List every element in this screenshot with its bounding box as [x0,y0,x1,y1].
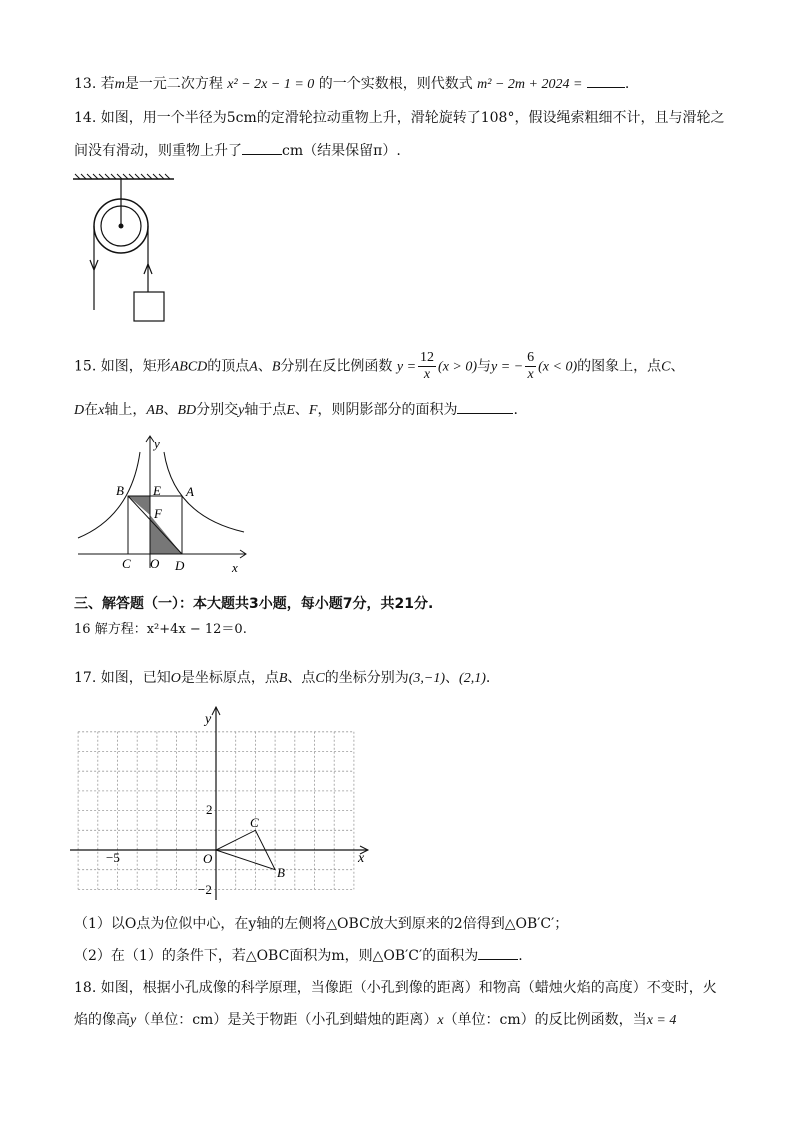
q15-end: . [513,402,518,418]
q17-part2-end: . [518,948,523,964]
q18-text: 焰的像高 [74,1012,130,1028]
ceiling [73,174,174,179]
q14-answer-blank[interactable] [242,140,282,155]
q13-text: 若 [100,76,115,92]
label-x: x [232,560,238,575]
q17-end: . [485,670,491,686]
q15-text: 的图象上，点 [577,358,662,375]
label-d: D [175,558,185,573]
q17-text: 是坐标原点，点 [180,670,279,686]
f2-fraction [525,350,536,383]
q14-line1 [74,108,724,128]
label-b: B [277,865,285,880]
q18-text: （单位：cm）的反比例函数，当 [443,1012,647,1028]
q15-text: ，则阴影部分的面积为 [317,402,458,418]
q15-bd: BD [177,403,197,418]
label-o: O [150,556,160,571]
q15-point-e: E [286,403,295,418]
q18-line1 [74,978,717,998]
q16-line [74,620,247,640]
hyperbola-left-branch [78,452,140,538]
q17-comma: 、 [445,670,460,686]
q15-sep: 、 [670,358,685,375]
q15-sep: 、 [163,402,178,418]
q15-sep: 、 [294,402,309,418]
q17-b: B [278,671,288,686]
q15-number: 15. [74,358,97,375]
q18-line2 [74,1010,676,1031]
q15-answer-blank[interactable] [457,399,513,414]
q15-text: 在 [84,402,99,418]
q13-text: 是一元二次方程 [124,76,223,92]
q15-x: x [98,403,105,418]
label-c: C [122,556,131,571]
q16-number: 16 [74,622,91,637]
coordinate-grid-figure [70,705,370,900]
hyperbola-right-branch [164,452,244,532]
f1-lhs: y = [396,359,417,375]
q15-text: 轴上， [104,402,147,418]
q13-number: 13. [74,76,97,92]
q14-text: 如图，用一个半径为5cm的定滑轮拉动重物上升，滑轮旋转了108°，假设绳索粗细不计，且与滑轮之 [100,110,725,126]
f1-fraction [418,350,436,383]
q15-rect-name: ABCD [170,359,208,375]
label-y: y [205,712,212,727]
f2-condition: (x < 0) [538,359,578,375]
q18-condition: x = 4 [646,1013,677,1028]
f2-lhs: y = − [491,359,524,375]
q17-part2 [74,945,523,966]
q17-text: 、点 [287,670,316,686]
q17-o: O [170,671,181,686]
q15-y: y [238,403,245,418]
q17-number: 17. [74,670,97,686]
weight-block [134,292,164,321]
q17-coord-b: (3,−1) [408,671,446,686]
q14-number: 14. [74,110,97,126]
q15-ab: AB [146,403,164,418]
f1-condition: (x > 0) [438,359,478,375]
label-o: O [203,851,213,866]
q15-text: 分别在反比例函数 [280,358,393,375]
f1-denominator: x [423,367,431,382]
q14-text: 间没有滑动，则重物上升了 [74,143,242,159]
q15-line2 [74,399,518,421]
q15-point-b: B [271,359,281,375]
label-c: C [250,815,259,830]
q15-text: 如图，矩形 [100,358,171,375]
q18-text: （单位：cm）是关于物距（小孔到蜡烛的距离） [136,1012,438,1028]
q15-and: 与 [477,358,492,375]
q15-text: 分别交 [196,402,239,418]
q15-point-a: A [249,359,258,375]
q13-end: . [624,76,630,92]
label-y: y [154,436,160,451]
q13-answer-blank[interactable] [587,73,625,88]
q14-text: cm（结果保留π）. [282,143,401,159]
q18-y: y [130,1013,137,1028]
q17-c: C [315,671,325,686]
tick-neg5: −5 [106,850,120,865]
q17-line [74,668,490,689]
q18-x: x [437,1013,444,1028]
q16-text: 解方程：x²+4x − 12＝0. [94,622,247,637]
hyperbola-figure [74,430,254,575]
section3-title: 三、解答题（一）：本大题共3小题，每小题7分，共21分. [74,596,434,612]
q15-point-c: C [661,359,671,375]
q15-point-f: F [308,403,318,418]
label-b: B [116,483,124,498]
q17-text: 的坐标分别为 [324,670,409,686]
q17-text: 如图，已知 [100,670,171,686]
pulley-axle [119,224,124,229]
q13-text: 的一个实数根，则代数式 [318,76,473,92]
q17-answer-blank[interactable] [478,945,518,960]
q15-text: 的顶点 [207,358,250,375]
tick-neg2: −2 [198,882,212,897]
q13-var-m: m [114,77,125,92]
tick-2: 2 [206,802,213,817]
q17-part2-text: （2）在（1）的条件下，若△OBC面积为m，则△OB′C′的面积为 [74,948,479,964]
q15-line1 [74,350,684,382]
q13-expression: m² − 2m + 2024 = [477,77,583,92]
label-e: E [153,483,161,498]
f2-denominator: x [527,367,534,382]
f2-numerator: 6 [527,350,535,365]
label-f: F [154,506,162,521]
q14-line2 [74,140,401,161]
q15-point-d: D [74,403,85,418]
f1-numerator: 12 [420,350,435,365]
q17-coord-c: (2,1) [459,671,486,686]
q18-text: 如图，根据小孔成像的科学原理，当像距（小孔到像的距离）和物高（蜡烛火焰的高度）不变时，火 [100,980,717,996]
q13-line [74,73,629,95]
label-x: x [358,851,365,866]
q17-part1: （1）以O点为位似中心，在y轴的左侧将△OBC放大到原来的2倍得到△OB′C′； [74,916,569,932]
q18-number: 18. [74,980,97,996]
label-a: A [186,484,194,499]
pulley-figure [70,170,180,325]
q15-text: 轴于点 [244,402,287,418]
q15-sep: 、 [257,358,272,375]
q13-equation: x² − 2x − 1 = 0 [227,77,315,92]
